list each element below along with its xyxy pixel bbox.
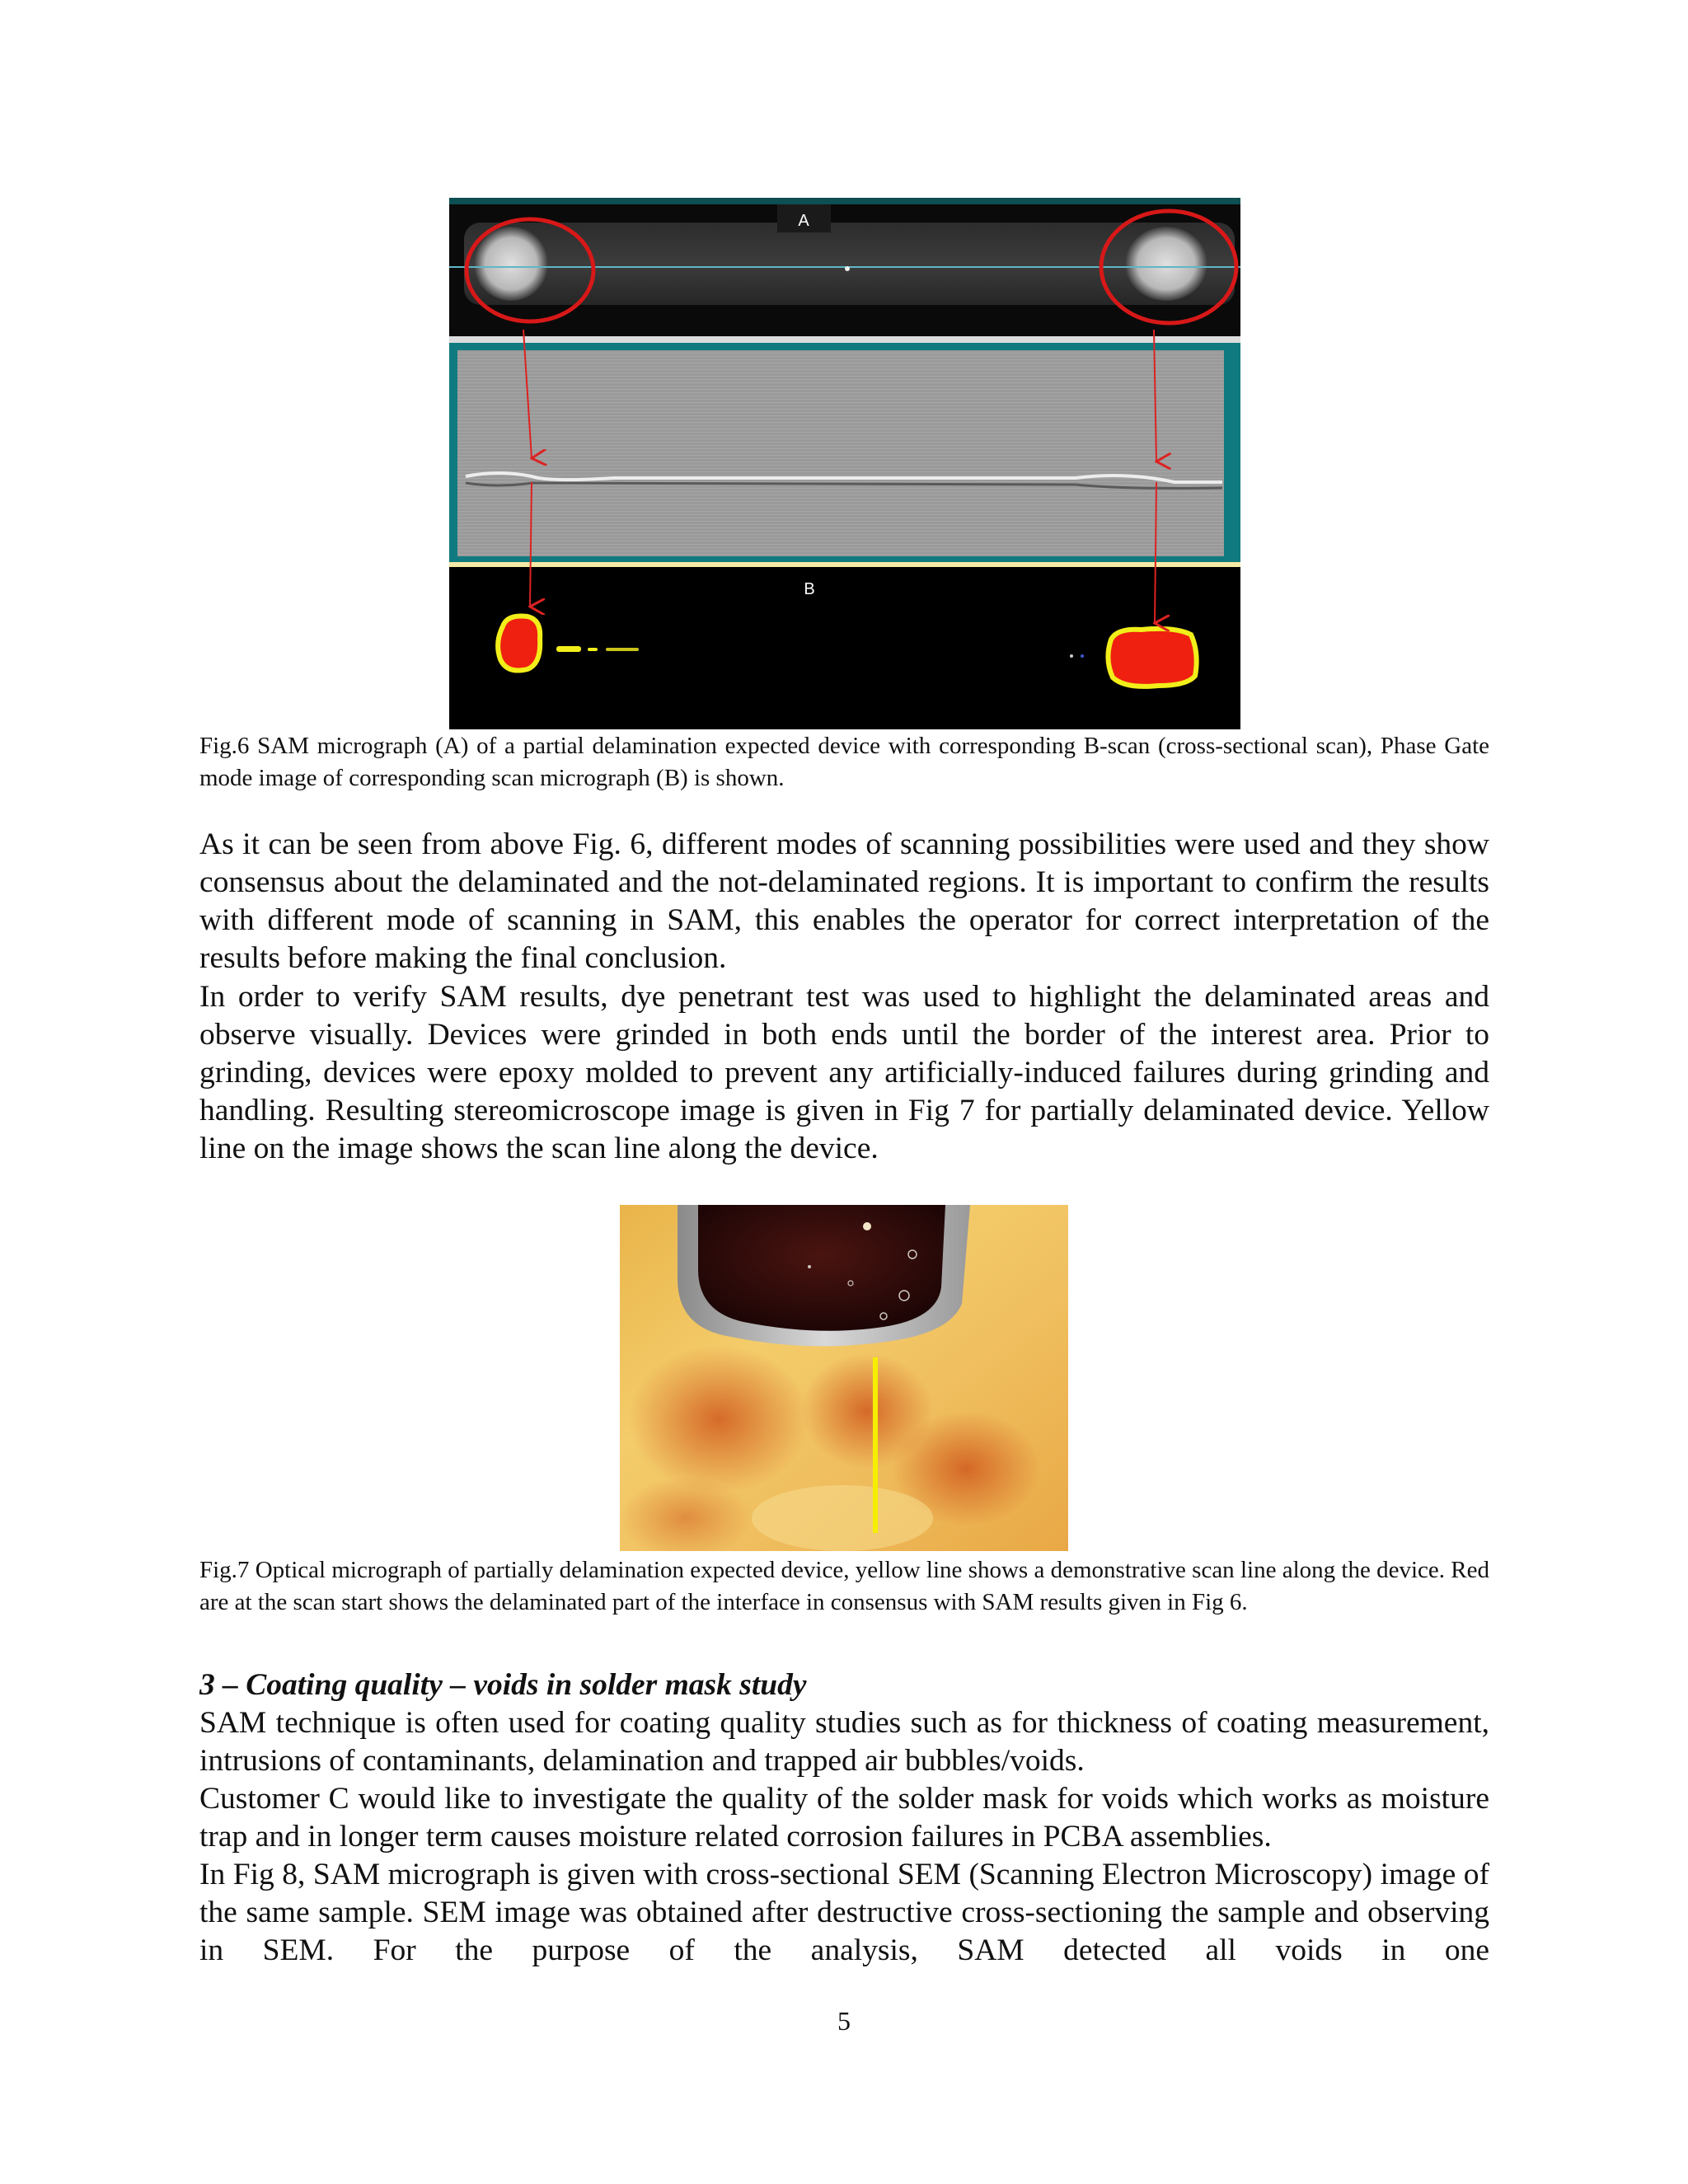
panel-b (449, 567, 1240, 729)
fig6-caption: Fig.6 SAM micrograph (A) of a partial delamination expected device with corresponding B-scan (cross-sectional scan), Phase Gate mode image of corresponding scan micrograph (B) is shown. (199, 733, 1489, 791)
figure-6 (449, 198, 1240, 729)
section-3-paragraph-2: Customer C would like to investigate the quality of the solder mask for voids which works as moisture trap and in longer term causes moisture related corrosion failures in PCBA assemblies. (199, 1782, 1489, 1854)
fig6-sam-micrograph (449, 198, 1240, 729)
body-paragraph-2: In order to verify SAM results, dye penetrant test was used to highlight the delaminated areas and observe visually. Devices were grinded in both ends until the border of the interest area. Prior to grinding, devices were epoxy molded to prevent any artificially-induced failures during grinding and handling. Resulting stereomicroscope image is given in Fig 7 for partially delaminated device. Yellow line on the image shows the scan line along the device. (199, 980, 1489, 1165)
body-paragraph-1: As it can be seen from above Fig. 6, different modes of scanning possibilities were used and they show consensus about the delaminated and the not-delaminated regions. It is important to confirm the results with different mode of scanning in SAM, this enables the operator for correct interpretation of the results before making the final conclusion. (199, 827, 1489, 975)
panel-a-label: A (798, 212, 809, 230)
panel-b-label: B (804, 580, 815, 598)
page-number: 5 (837, 2006, 851, 2036)
figure-7 (620, 1205, 1068, 1551)
section-3-heading: 3 – Coating quality – voids in solder mask study (199, 1668, 807, 1702)
fig7-caption: Fig.7 Optical micrograph of partially delamination expected device, yellow line shows a demonstrative scan line along the device. Red are at the scan start shows the delaminated part of the interface in consensus with SAM results given in Fig 6. (199, 1557, 1489, 1615)
section-3-paragraph-3: In Fig 8, SAM micrograph is given with cross-sectional SEM (Scanning Electron Microscopy) image of the same sample. SEM image was obtained after destructive cross-sectioning the sample and observing in SEM. For the purpose of the analysis, SAM detected all voids in one (199, 1858, 1489, 1967)
fig7-optical-micrograph (620, 1205, 1068, 1551)
bscan-panel (449, 343, 1240, 562)
section-3-paragraph-1: SAM technique is often used for coating quality studies such as for thickness of coating measurement, intrusions of contaminants, delamination and trapped air bubbles/voids. (199, 1706, 1489, 1778)
panel-a (449, 198, 1240, 336)
